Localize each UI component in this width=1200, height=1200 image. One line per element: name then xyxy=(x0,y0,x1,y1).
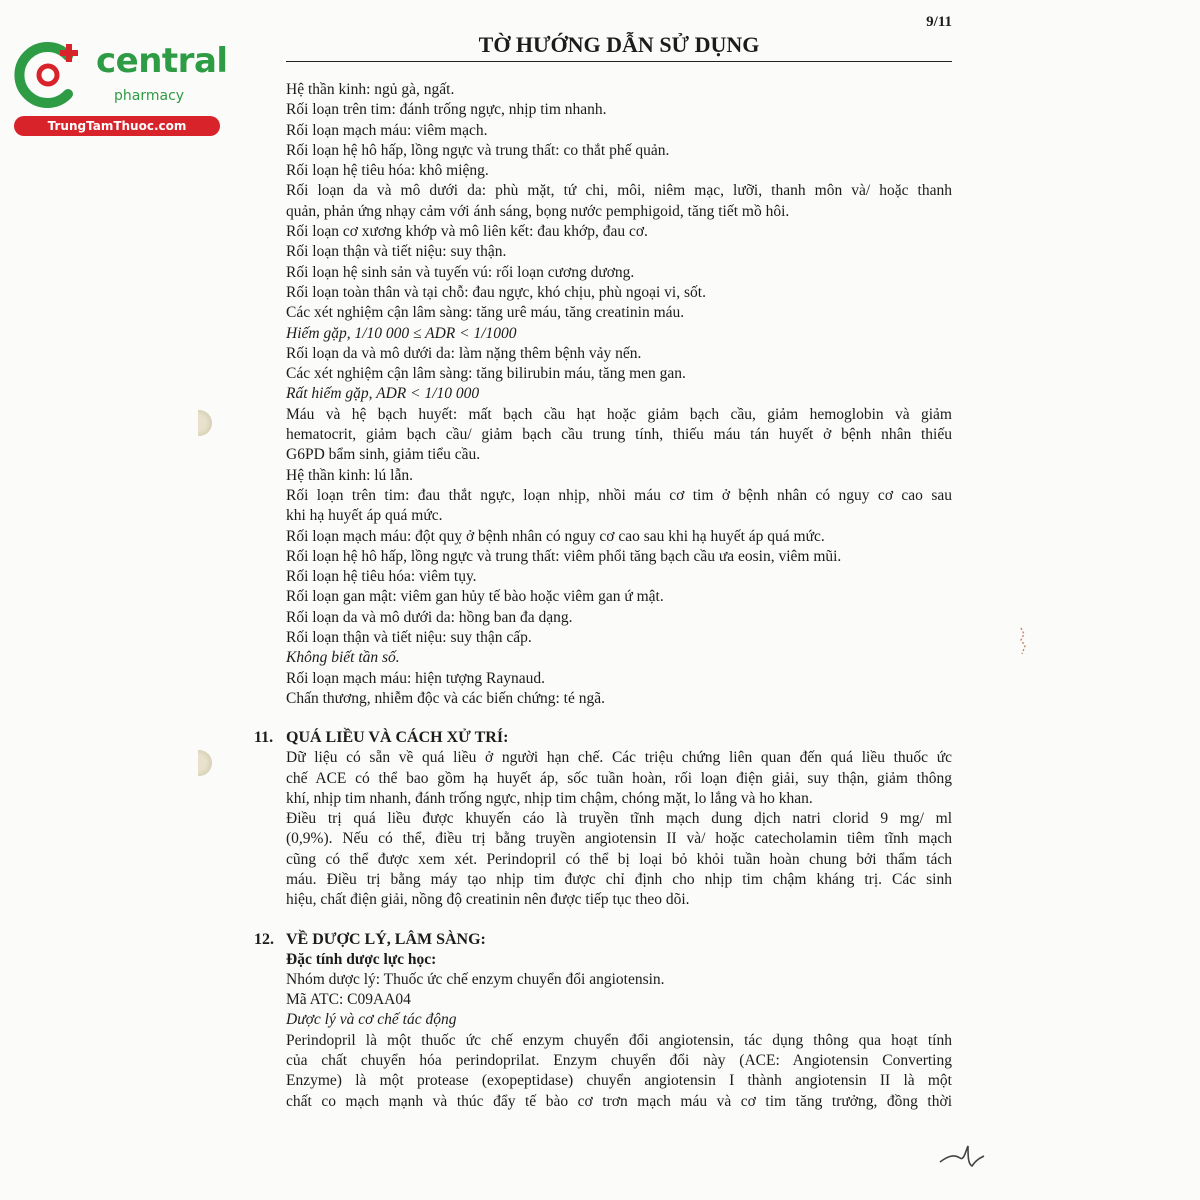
text-line: Rối loạn hệ tiêu hóa: viêm tụy. xyxy=(286,568,477,586)
logo-url-badge: TrungTamThuoc.com xyxy=(14,116,220,136)
text-line: Rối loạn hệ hô hấp, lồng ngực và trung thất: co thắt phế quản. xyxy=(286,141,670,159)
text-line: Rối loạn thận và tiết niệu: suy thận cấp. xyxy=(286,629,532,647)
text-line: Dữ liệu có sẵn về quá liều ở người hạn chế. Các triệu chứng liên quan đến quá liều thuốc ức xyxy=(286,749,952,767)
frequency-heading: Hiếm gặp, 1/10 000 ≤ ADR < 1/1000 xyxy=(286,324,517,342)
section-12-body xyxy=(286,950,952,1112)
text-line: Điều trị quá liều được khuyến cáo là truyền tĩnh mạch dung dịch natri clorid 9 mg/ ml xyxy=(286,810,952,828)
pharmacy-cross-c-logo-icon xyxy=(10,36,88,114)
frequency-heading: Không biết tần số. xyxy=(286,649,400,667)
subsection-heading: Đặc tính dược lực học: xyxy=(286,950,437,968)
text-line: Máu và hệ bạch huyết: mất bạch cầu hạt hoặc giảm bạch cầu, giảm hemoglobin và giảm xyxy=(286,405,952,423)
text-line: Rối loạn thận và tiết niệu: suy thận. xyxy=(286,243,507,261)
section-11-body xyxy=(286,748,952,910)
section-number: 11. xyxy=(254,729,274,747)
text-line: Hệ thần kinh: ngủ gà, ngất. xyxy=(286,81,455,98)
text-line: Rối loạn mạch máu: đột quỵ ở bệnh nhân có nguy cơ cao sau khi hạ huyết áp quá mức. xyxy=(286,527,825,545)
text-line: Rối loạn mạch máu: hiện tượng Raynaud. xyxy=(286,669,545,687)
text-line: Rối loạn da và mô dưới da: làm nặng thêm bệnh vảy nến. xyxy=(286,344,642,362)
text-line: Các xét nghiệm cận lâm sàng: tăng urê máu, tăng creatinin máu. xyxy=(286,304,685,322)
text-line: Rối loạn hệ hô hấp, lồng ngực và trung thất: viêm phổi tăng bạch cầu ưa eosin, viêm mũi. xyxy=(286,547,842,565)
text-line: Rối loạn da và mô dưới da: phù mặt, tứ chi, môi, niêm mạc, lưỡi, thanh môn và/ hoặc thanh xyxy=(286,182,952,200)
text-line: Các xét nghiệm cận lâm sàng: tăng bilirubin máu, tăng men gan. xyxy=(286,365,686,383)
section-12-heading xyxy=(254,929,952,950)
section-title: VỀ DƯỢC LÝ, LÂM SÀNG: xyxy=(286,930,486,948)
text-line: cũng có thể được xem xét. Perindopril có thể bị loại bỏ khỏi tuần hoàn chung bởi thẩm tách xyxy=(286,850,952,868)
text-line: G6PD bẩm sinh, giảm tiểu cầu. xyxy=(286,446,481,464)
text-line: Hệ thần kinh: lú lẫn. xyxy=(286,466,413,484)
text-line: Rối loạn trên tim: đau thắt ngực, loạn nhịp, nhồi máu cơ tim ở bệnh nhân có nguy cơ cao sau xyxy=(286,486,952,504)
text-line: khí, nhịp tim nhanh, đánh trống ngực, nhịp tim chậm, chóng mặt, lo lắng và ho khan. xyxy=(286,789,813,807)
punch-hole xyxy=(198,410,212,436)
text-line: Perindopril là một thuốc ức chế enzym chuyển đổi angiotensin, tác dụng thông qua hoạt tính xyxy=(286,1031,952,1049)
document-title: TỜ HƯỚNG DẪN SỬ DỤNG xyxy=(286,32,952,62)
text-line: Rối loạn toàn thân và tại chỗ: đau ngực, khó chịu, phù ngoại vi, sốt. xyxy=(286,283,706,301)
page-edge-mark-icon xyxy=(1018,626,1028,656)
text-line: Nhóm dược lý: Thuốc ức chế enzym chuyển đổi angiotensin. xyxy=(286,970,665,988)
text-line: của chất chuyển hóa perindoprilat. Enzym chuyển đổi này (ACE: Angiotensin Converting xyxy=(286,1052,952,1070)
text-line: (0,9%). Nếu có thể, điều trị bằng truyền angiotensin II và/ hoặc catecholamin tiêm tĩnh mạch xyxy=(286,830,952,848)
text-line: máu. Điều trị bằng máy tạo nhịp tim được chỉ định cho nhịp tim chậm kháng trị. Các sinh xyxy=(286,870,952,888)
text-line: hematocrit, giảm bạch cầu/ giảm bạch cầu trung tính, thiếu máu tán huyết ở bệnh nhân thiếu xyxy=(286,426,952,444)
signature-mark-icon xyxy=(938,1140,986,1174)
subsection-heading: Dược lý và cơ chế tác động xyxy=(286,1011,457,1029)
document-body xyxy=(254,80,952,1112)
text-line: Rối loạn mạch máu: viêm mạch. xyxy=(286,121,488,139)
frequency-heading: Rất hiếm gặp, ADR < 1/10 000 xyxy=(286,385,480,403)
central-pharmacy-logo xyxy=(10,36,228,136)
text-line: quản, phản ứng nhạy cảm với ánh sáng, bọng nước pemphigoid, tăng tiết mồ hôi. xyxy=(286,202,790,220)
text-line: Rối loạn cơ xương khớp và mô liên kết: đau khớp, đau cơ. xyxy=(286,223,648,241)
text-line: Rối loạn trên tim: đánh trống ngực, nhịp tim nhanh. xyxy=(286,101,607,119)
section-11-heading xyxy=(254,727,952,748)
text-line: chế ACE có thể bao gồm hạ huyết áp, sốc tuần hoàn, rối loạn điện giải, suy thận, giảm thông xyxy=(286,769,952,787)
text-line: Chấn thương, nhiễm độc và các biến chứng: té ngã. xyxy=(286,689,605,707)
text-line: chất co mạch mạnh và thúc đẩy tế bào cơ trơn mạch máu và cơ tim tăng trưởng, đồng thời xyxy=(286,1092,952,1110)
text-line: Rối loạn da và mô dưới da: hồng ban đa dạng. xyxy=(286,608,573,626)
logo-name: central xyxy=(96,41,228,81)
logo-subtitle: pharmacy xyxy=(114,88,185,104)
text-line: Rối loạn hệ sinh sản và tuyến vú: rối loạn cương dương. xyxy=(286,263,635,281)
page-number: 9/11 xyxy=(926,14,952,30)
text-line: hiệu, chất điện giải, nồng độ creatinin nên được tiếp tục theo dõi. xyxy=(286,891,690,909)
text-line: Rối loạn gan mật: viêm gan hủy tế bào hoặc viêm gan ứ mật. xyxy=(286,588,664,606)
text-line: Enzyme) là một protease (exopeptidase) chuyển angiotensin I thành angiotensin II là một xyxy=(286,1072,952,1090)
section-title: QUÁ LIỀU VÀ CÁCH XỬ TRÍ: xyxy=(286,729,509,747)
text-line: khi hạ huyết áp quá mức. xyxy=(286,507,443,525)
text-line: Rối loạn hệ tiêu hóa: khô miệng. xyxy=(286,162,489,180)
punch-hole xyxy=(198,750,212,776)
section-number: 12. xyxy=(254,930,274,948)
text-line: Mã ATC: C09AA04 xyxy=(286,991,411,1009)
side-effects-list xyxy=(286,80,952,709)
